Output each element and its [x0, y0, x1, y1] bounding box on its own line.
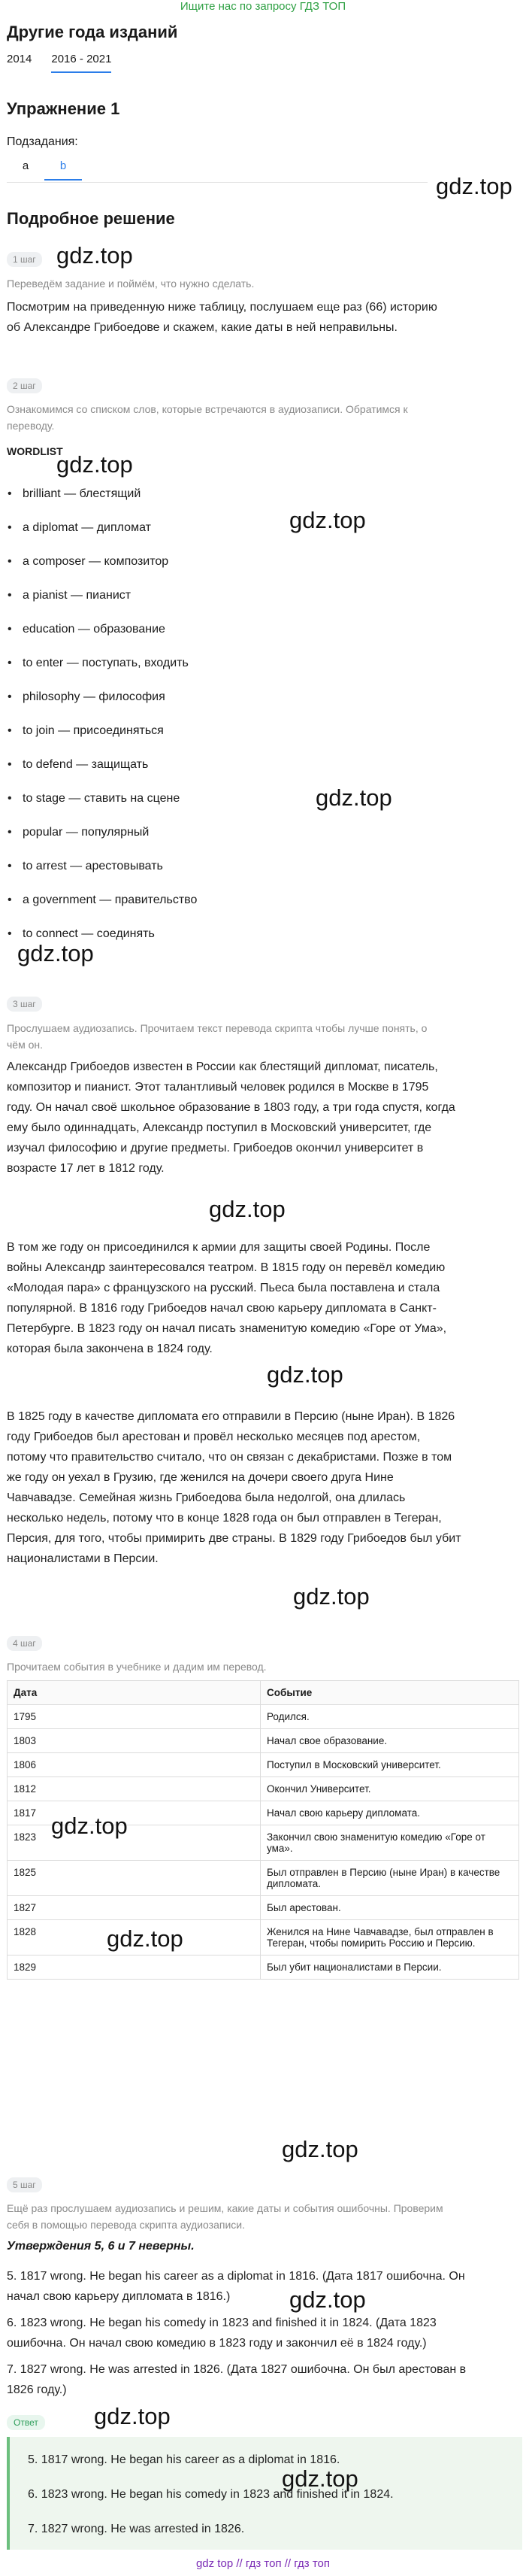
column-header-date: Дата — [8, 1681, 261, 1705]
exercise-title: Упражнение 1 — [7, 99, 120, 118]
watermark: gdz.top — [293, 1583, 370, 1610]
watermark: gdz.top — [107, 1925, 183, 1952]
step-hint: Переведём задание и поймём, что нужно сделать. — [7, 278, 255, 290]
step-badge: 3 шаг — [7, 997, 42, 1012]
step-hint: Ознакомимся со списком слов, которые встречаются в аудиозаписи. Обратимся к переводу. — [7, 403, 408, 432]
watermark: gdz.top — [94, 2403, 171, 2429]
wrong-statement: 6. 1823 wrong. He began his comedy in 1823 and finished it in 1824. (Дата 1823 ошибочна. Он начал свою комедию в 1823 году и закончил её в 1824 году.) — [7, 2317, 437, 2350]
table-row: 1825 Был отправлен в Персию (ныне Иран) в качестве дипломата. — [8, 1861, 519, 1896]
watermark: gdz.top — [51, 1813, 128, 1839]
watermark: gdz.top — [56, 242, 133, 269]
table-row: 1795 Родился. — [8, 1705, 519, 1729]
step-hint: Прочитаем события в учебнике и дадим им перевод. — [7, 1661, 267, 1673]
answer-line: 6. 1823 wrong. He began his comedy in 1823 and finished it in 1824. — [28, 2488, 394, 2501]
watermark: gdz.top — [56, 451, 133, 478]
step-badge: 5 шаг — [7, 2177, 42, 2192]
wordlist-item: • philosophy — философия — [23, 690, 165, 704]
table-row: 1817 Начал свою карьеру дипломата. — [8, 1801, 519, 1825]
answer-line: 7. 1827 wrong. He was arrested in 1826. — [28, 2523, 245, 2535]
watermark: gdz.top — [282, 2136, 358, 2162]
wordlist-item: • a government — правительство — [23, 894, 197, 907]
step-badge: 4 шаг — [7, 1636, 42, 1651]
step-badge: 2 шаг — [7, 378, 42, 393]
subtask-tab-b[interactable]: b — [44, 159, 82, 181]
answer-box — [7, 2437, 522, 2550]
wrong-statements-summary: Утверждения 5, 6 и 7 неверны. — [7, 2240, 195, 2253]
table-row: 1812 Окончил Университет. — [8, 1777, 519, 1801]
table-row: 1828 Женился на Нине Чавчавадзе, был отправлен в Тегеран, чтобы помирить Россию и Персию. — [8, 1920, 519, 1956]
wordlist-item: • to stage — ставить на сцене — [23, 792, 180, 806]
wordlist-item: • a pianist — пианист — [23, 589, 131, 602]
year-tab-2014[interactable]: 2014 — [7, 53, 32, 65]
wordlist-item: • to arrest — арестовывать — [23, 860, 163, 873]
watermark: gdz.top — [282, 2465, 358, 2492]
watermark: gdz.top — [267, 1361, 343, 1388]
step-hint: Прослушаем аудиозапись. Прочитаем текст перевода скрипта чтобы лучше понять, о чём он. — [7, 1022, 428, 1051]
story-paragraph-2: В том же году он присоединился к армии для защиты своей Родины. После войны Александр заинтересовался театром. В 1815 году он перевёл комедию «Молодая пара» с французского на русский. Пьеса была поставлена и стала популярной. В 1816 году Грибоедов начал свою карьеру дипломата в Санкт- Петербурге. В 1823 году он начал писать знаменитую комедию «Горе от Ума», которая была закончена в 1824 году. — [7, 1241, 447, 1355]
table-header-row — [8, 1681, 519, 1705]
table-row: 1803 Начал свое образование. — [8, 1729, 519, 1753]
watermark: gdz.top — [316, 784, 392, 811]
table-row: 1829 Был убит националистами в Персии. — [8, 1956, 519, 1980]
table-row: 1827 Был арестован. — [8, 1896, 519, 1920]
wordlist-item: • to join — присоединяться — [23, 724, 164, 738]
answer-line: 5. 1817 wrong. He began his career as a diplomat in 1816. — [28, 2453, 340, 2466]
wordlist-item: • education — образование — [23, 623, 165, 636]
wordlist-title: WORDLIST — [7, 445, 63, 457]
step-text: Посмотрим на приведенную ниже таблицу, послушаем еще раз (66) историю об Александре Грибоедове и скажем, какие даты в ней неправильны. — [7, 301, 437, 334]
watermark: gdz.top — [289, 2286, 366, 2313]
subtask-tab-a[interactable]: a — [22, 159, 29, 172]
wordlist-item: • to defend — защищать — [23, 758, 148, 772]
watermark: gdz.top — [17, 940, 94, 966]
wordlist-item: • a diplomat — дипломат — [23, 521, 151, 535]
wordlist-item: • brilliant — блестящий — [23, 487, 141, 501]
footer-links[interactable]: gdz top // гдз топ // гдз топ — [195, 2557, 331, 2570]
years-tabs — [7, 53, 131, 73]
wrong-statement: 7. 1827 wrong. He was arrested in 1826. (Дата 1827 ошибочна. Он был арестован в 1826 году.) — [7, 2363, 467, 2396]
table-row: 1823 Закончил свою знаменитую комедию «Горе от ума». — [8, 1825, 519, 1861]
solution-title: Подробное решение — [7, 209, 175, 228]
column-header-event: Событие — [261, 1681, 519, 1705]
story-paragraph-1: Александр Грибоедов известен в России как блестящий дипломат, писатель, композитор и пианист. Этот талантливый человек родился в Москве в 1795 году. Он начал своё школьное образование в 1803 году, а три года спустя, когда ему было одиннадцать, Александр поступил в Московский университет, где изучал философию и другие предметы. Грибоедов окончил университет в возрасте 17 лет в 1812 году. — [7, 1060, 455, 1175]
wrong-statement: 5. 1817 wrong. He began his career as a diplomat in 1816. (Дата 1817 ошибочна. Он начал свою карьеру дипломата в 1816.) — [7, 2270, 465, 2303]
wordlist-item: • popular — популярный — [23, 826, 149, 839]
wordlist-item: • to connect — соединять — [23, 927, 155, 941]
watermark: gdz.top — [436, 173, 512, 199]
subtask-tabs — [7, 159, 428, 183]
table-row: 1806 Поступил в Московский университет. — [8, 1753, 519, 1777]
subtasks-label: Подзадания: — [7, 135, 78, 148]
story-paragraph-3: В 1825 году в качестве дипломата его отправили в Персию (ныне Иран). В 1826 году Грибоедов был арестован и провёл несколько месяцев под арестом, потому что правительство считало, что он связан с декабристами. Позже в том же году он уехал в Грузию, где женился на дочери своего друга Нине Чавчавадзе. Семейная жизнь Грибоедова была недолгой, она длилась несколько недель, потому что в конце 1828 года он был отправлен в Тегеран, Персия, для того, чтобы примирить две страны. В 1829 году Грибоедов был убит националистами в Персии. — [7, 1410, 461, 1565]
watermark: gdz.top — [289, 507, 366, 533]
step-hint: Ещё раз прослушаем аудиозапись и решим, какие даты и события ошибочны. Проверим себя в помощью перевода скрипта аудиозаписи. — [7, 2202, 443, 2231]
watermark: gdz.top — [209, 1196, 286, 1222]
other-years-title: Другие года изданий — [7, 23, 178, 41]
year-tab-2016-2021[interactable]: 2016 - 2021 — [51, 53, 111, 73]
answer-badge: Ответ — [7, 2415, 45, 2430]
top-promo-link[interactable]: Ищите нас по запросу ГДЗ ТОП — [180, 0, 346, 13]
wordlist-item: • a composer — композитор — [23, 555, 168, 569]
wordlist-item: • to enter — поступать, входить — [23, 657, 189, 670]
step-badge: 1 шаг — [7, 252, 42, 267]
